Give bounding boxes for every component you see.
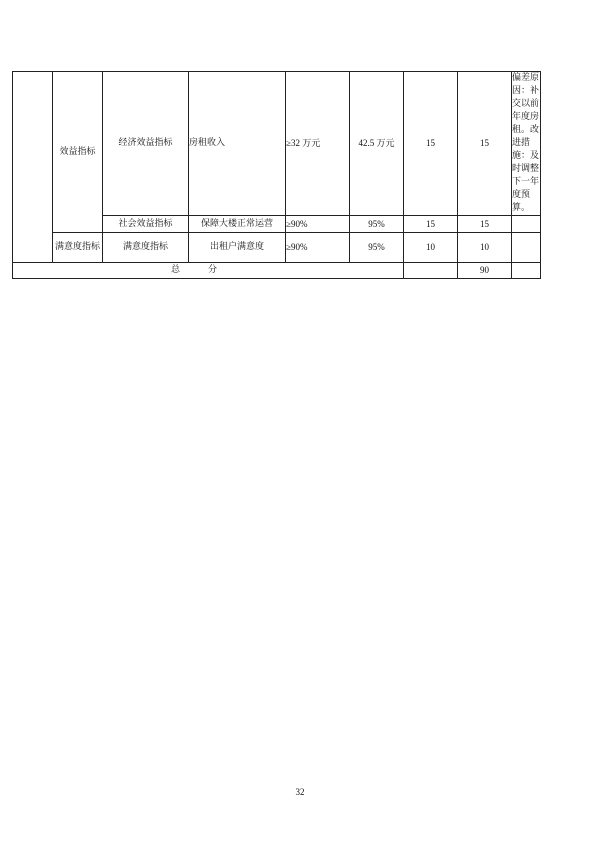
- actual-cell: 95%: [350, 216, 404, 233]
- total-weight-cell: [404, 263, 458, 279]
- actual-cell: 95%: [350, 233, 404, 263]
- indicator-cell: 保障大楼正常运营: [189, 216, 286, 233]
- level1-cell: [13, 72, 53, 263]
- level3-cell: 社会效益指标: [103, 216, 189, 233]
- table-row: [13, 233, 541, 263]
- level2-cell: 满意度指标: [53, 233, 103, 263]
- indicator-cell: 出租户满意度: [189, 233, 286, 263]
- note-cell: [512, 216, 541, 233]
- target-cell: ≥90%: [286, 216, 350, 233]
- note-cell: [512, 233, 541, 263]
- weight-cell: 15: [404, 72, 458, 216]
- score-cell: 10: [458, 233, 512, 263]
- target-cell: ≥90%: [286, 233, 350, 263]
- actual-cell: 42.5 万元: [350, 72, 404, 216]
- page-number: 32: [295, 787, 305, 797]
- total-score-cell: 90: [458, 263, 512, 279]
- level3-cell: 满意度指标: [103, 233, 189, 263]
- total-label: 总分: [13, 263, 404, 279]
- total-note-cell: [512, 263, 541, 279]
- note-cell: 偏差原因：补交以前年度房租。改进措施：及时调整下一年度预算。: [512, 72, 541, 216]
- total-row: [13, 263, 541, 279]
- weight-cell: 10: [404, 233, 458, 263]
- level3-cell: 经济效益指标: [103, 72, 189, 216]
- indicator-cell: 房租收入: [189, 72, 286, 216]
- performance-table: [12, 71, 541, 279]
- score-cell: 15: [458, 216, 512, 233]
- table-row: [13, 72, 541, 216]
- score-cell: 15: [458, 72, 512, 216]
- weight-cell: 15: [404, 216, 458, 233]
- level2-cell: 效益指标: [53, 72, 103, 233]
- target-cell: ≥32 万元: [286, 72, 350, 216]
